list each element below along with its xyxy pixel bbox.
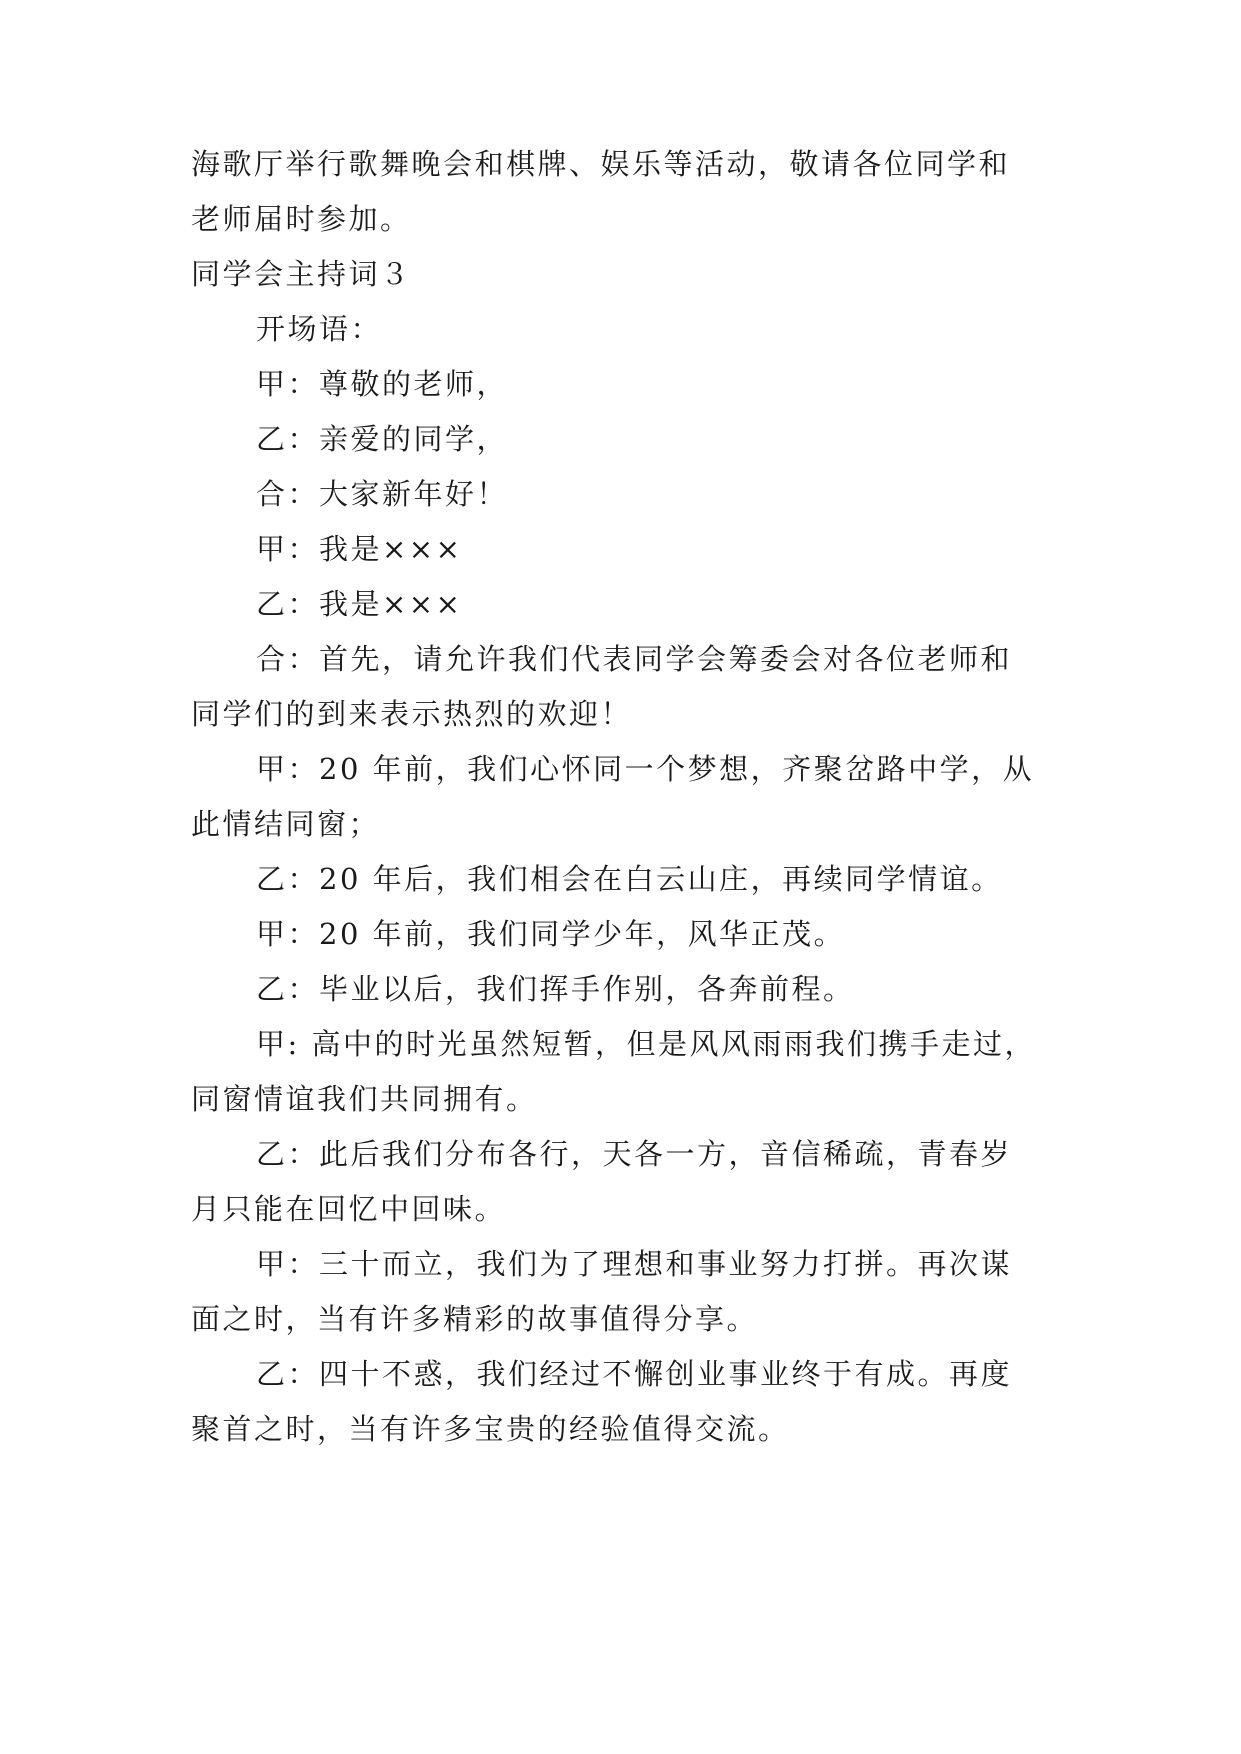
paragraph-line: 乙：我是×××	[256, 587, 463, 621]
paragraph-line: 甲：20 年前，我们同学少年，风华正茂。	[256, 917, 846, 951]
paragraph-line: 乙：毕业以后，我们挥手作别，各奔前程。	[256, 972, 855, 1006]
paragraph-line: 甲：我是×××	[256, 532, 463, 566]
section-heading: 同学会主持词３	[191, 257, 412, 291]
paragraph-line: 同学们的到来表示热烈的欢迎！	[191, 697, 633, 731]
paragraph-line: 甲：尊敬的老师，	[256, 367, 509, 401]
paragraph-line: 月只能在回忆中回味。	[191, 1192, 507, 1226]
paragraph-line: 乙：此后我们分布各行，天各一方，音信稀疏，青春岁	[256, 1137, 1013, 1171]
paragraph-line: 此情结同窗；	[191, 807, 381, 841]
paragraph-line: 老师届时参加。	[191, 202, 412, 236]
paragraph-line: 甲: 高中的时光虽然短暂，但是风风雨雨我们携手走过，	[256, 1027, 1036, 1061]
paragraph-line: 乙：四十不惑，我们经过不懈创业事业终于有成。再度	[256, 1357, 1013, 1391]
paragraph-line: 合：大家新年好！	[256, 477, 509, 511]
paragraph-line: 面之时，当有许多精彩的故事值得分享。	[191, 1302, 759, 1336]
paragraph-line: 甲：20 年前，我们心怀同一个梦想，齐聚岔路中学，从	[256, 752, 1035, 786]
paragraph-line: 甲：三十而立，我们为了理想和事业努力打拼。再次谋	[256, 1247, 1013, 1281]
paragraph-line: 合：首先，请允许我们代表同学会筹委会对各位老师和	[256, 642, 1013, 676]
paragraph-line: 同窗情谊我们共同拥有。	[191, 1082, 538, 1116]
paragraph-line: 乙：20 年后，我们相会在白云山庄，再续同学情谊。	[256, 862, 1003, 896]
paragraph-line: 开场语：	[256, 312, 383, 346]
paragraph-line: 海歌厅举行歌舞晚会和棋牌、娱乐等活动，敬请各位同学和	[191, 147, 1011, 181]
paragraph-line: 聚首之时，当有许多宝贵的经验值得交流。	[191, 1412, 790, 1446]
paragraph-line: 乙：亲爱的同学，	[256, 422, 509, 456]
